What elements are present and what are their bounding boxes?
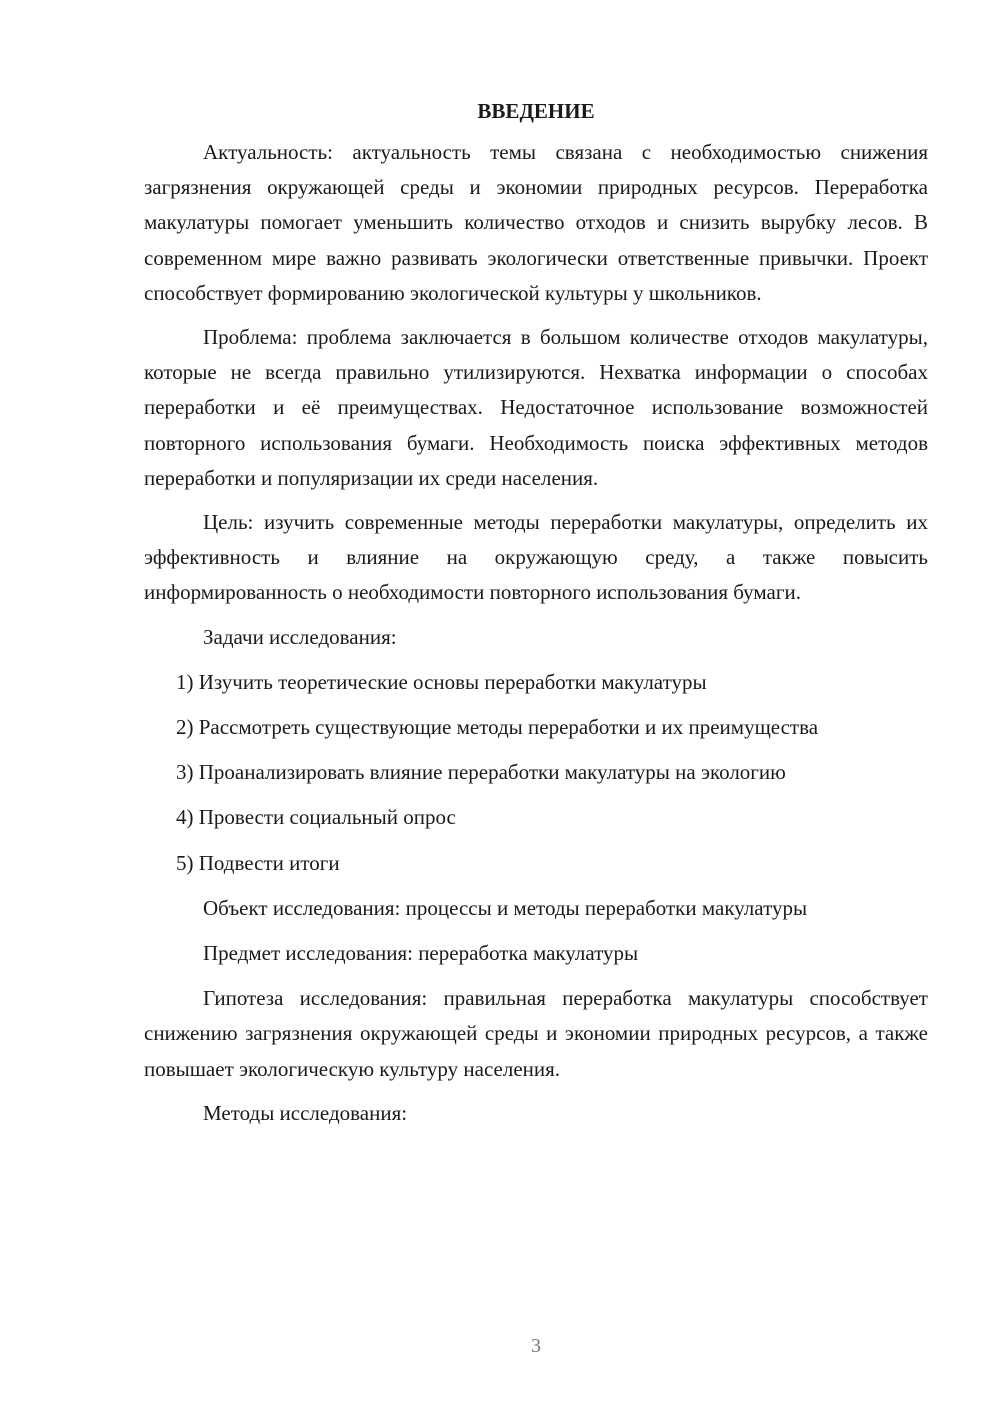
list-item: 3) Проанализировать влияние переработки макулатуры на экологию <box>176 760 786 785</box>
page-title: ВВЕДЕНИЕ <box>477 99 595 123</box>
goal-paragraph: Цель: изучить современные методы переработки макулатуры, определить их эффективность и влияние на окружающую среду, а также повысить информированность о необходимости повторного использования бумаги. <box>144 510 928 605</box>
tasks-heading: Задачи исследования: <box>203 624 397 649</box>
page-content <box>144 94 928 1141</box>
list-item: 4) Провести социальный опрос <box>176 805 456 830</box>
hypothesis-paragraph: Гипотеза исследования: правильная переработка макулатуры способствует снижению загрязнения окружающей среды и экономии природных ресурсов, а также повышает экологическую культуру населения. <box>144 986 928 1081</box>
methods-heading: Методы исследования: <box>203 1100 408 1125</box>
object-line: Объект исследования: процессы и методы переработки макулатуры <box>203 895 808 920</box>
page-number: 3 <box>531 1335 541 1357</box>
list-item: 5) Подвести итоги <box>176 850 340 875</box>
problem-paragraph: Проблема: проблема заключается в большом количестве отходов макулатуры, которые не всегда правильно утилизируются. Нехватка информации о способах переработки и её преимуществах. Недостаточное использование возможностей повторного использования бумаги. Необходимость поиска эффективных методов переработки и популяризации их среди населения. <box>144 325 928 490</box>
list-item: 2) Рассмотреть существующие методы переработки и их преимущества <box>176 715 819 740</box>
list-item: 1) Изучить теоретические основы переработки макулатуры <box>176 669 707 694</box>
relevance-paragraph: Актуальность: актуальность темы связана с необходимостью снижения загрязнения окружающей среды и экономии природных ресурсов. Переработка макулатуры помогает уменьшить количество отходов и снизить вырубку лесов. В современном мире важно развивать экологически ответственные привычки. Проект способствует формированию экологической культуры у школьников. <box>144 140 928 305</box>
subject-line: Предмет исследования: переработка макулатуры <box>203 941 639 966</box>
tasks-list <box>144 665 928 881</box>
